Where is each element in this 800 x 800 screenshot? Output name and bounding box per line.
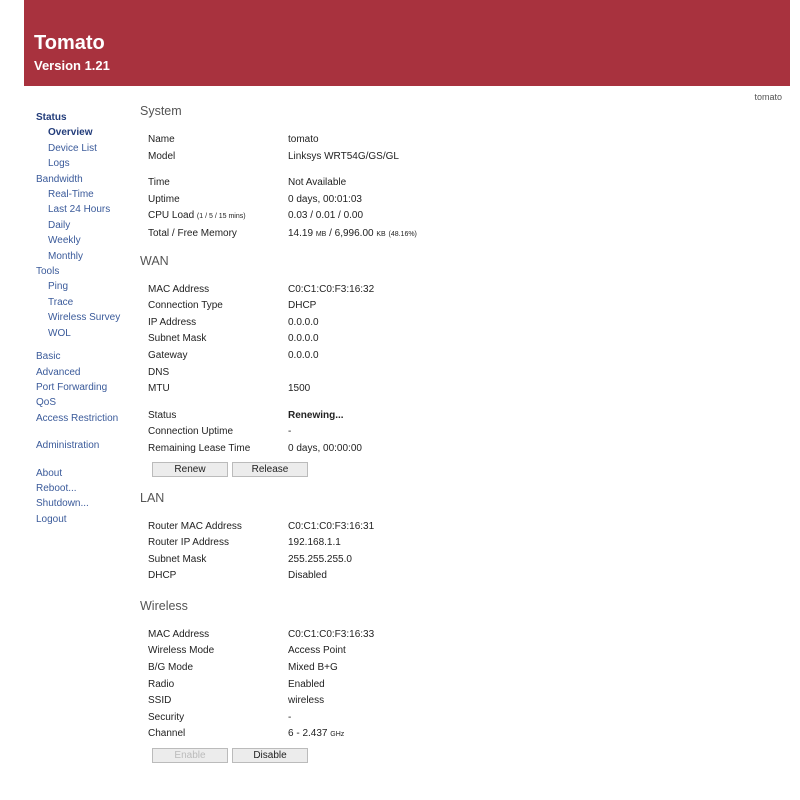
header-bar [24,0,790,86]
nav-last-24-hours[interactable]: Last 24 Hours [48,204,111,216]
wireless-button-row [152,748,780,763]
nav-administration[interactable]: Administration [36,440,100,452]
router-ip-label: Router IP Address [148,537,229,549]
wan-mac-value: C0:C1:C0:F3:16:32 [288,283,375,295]
memory-value [288,226,417,244]
info-row [140,348,780,365]
nav-shutdown[interactable]: Shutdown... [36,498,89,510]
status-value: Renewing... [288,409,344,421]
connection-uptime-label: Connection Uptime [148,426,234,438]
wan-ip-label: IP Address [148,316,197,328]
nav-gap [36,341,146,349]
wan-section [140,254,780,477]
name-label: Name [148,134,175,145]
connection-type-value: DHCP [288,300,317,312]
channel-label: Channel [148,728,186,740]
info-row [140,424,780,441]
mtu-value: 1500 [288,383,311,395]
radio-value: Enabled [288,678,325,690]
info-row [140,643,780,660]
info-row [140,331,780,348]
section-title-system: System [140,104,182,118]
row-spacer [140,398,780,408]
channel-number: 6 - 2.437 [288,728,328,740]
nav-daily[interactable]: Daily [48,219,71,231]
memory-percent: (48.16%) [388,230,417,238]
bg-mode-value: Mixed B+G [288,662,338,674]
info-row [140,132,780,149]
info-row [140,627,780,644]
connection-type-label: Connection Type [148,300,223,312]
nav-advanced[interactable]: Advanced [36,366,81,378]
nav-status[interactable]: Status [36,112,67,123]
dhcp-value: Disabled [288,570,327,582]
uptime-label: Uptime [148,193,180,205]
nav-logout[interactable]: Logout [36,513,67,525]
ssid-value: wireless [288,695,325,707]
nav-wol[interactable]: WOL [48,327,71,339]
nav-tools[interactable]: Tools [36,266,60,278]
info-row [140,315,780,332]
bg-mode-label: B/G Mode [148,662,194,674]
nav-port-forwarding[interactable]: Port Forwarding [36,381,108,393]
connection-uptime-value: - [288,426,292,438]
section-title-lan: LAN [140,490,165,505]
info-row [140,149,780,166]
memory-label: Total / Free Memory [148,227,237,239]
mtu-label: MTU [148,383,170,395]
name-value: tomato [288,134,319,145]
info-row [140,226,780,244]
ssid-label: SSID [148,695,172,707]
nav-device-list[interactable]: Device List [48,142,97,154]
security-value: - [288,711,292,723]
info-row [140,282,780,299]
channel-value [288,726,344,744]
system-section [140,104,780,244]
info-row [140,175,780,192]
lease-time-value: 0 days, 00:00:00 [288,442,362,454]
info-row [140,726,780,744]
cpu-load-subtext: (1 / 5 / 15 mins) [196,213,246,221]
main-content [140,104,780,763]
memory-unit-kb: KB [376,230,386,238]
radio-label: Radio [148,678,175,690]
release-button[interactable]: Release [232,462,308,477]
nav-monthly[interactable]: Monthly [48,250,84,262]
nav-logs[interactable]: Logs [48,158,70,170]
info-row [140,519,780,536]
brand-title: Tomato [34,32,105,54]
nav-weekly[interactable]: Weekly [48,235,81,247]
enable-button[interactable]: Enable [152,748,228,763]
time-value: Not Available [288,177,347,189]
wireless-mode-value: Access Point [288,645,346,657]
memory-unit-mb: MB [315,230,327,238]
nav-gap [36,454,146,466]
wireless-mac-value: C0:C1:C0:F3:16:33 [288,628,375,640]
cpu-load-label-text: CPU Load [148,210,195,222]
channel-unit: GHz [330,731,345,739]
info-row [140,441,780,458]
info-row [140,535,780,552]
info-row [140,710,780,727]
uptime-value: 0 days, 00:01:03 [288,193,362,205]
lan-subnet-value: 255.255.255.0 [288,553,352,565]
wan-subnet-label: Subnet Mask [148,333,207,345]
dns-label: DNS [148,366,170,378]
memory-total: 14.19 [288,227,314,239]
version-label: Version 1.21 [34,58,110,73]
nav-wireless-survey[interactable]: Wireless Survey [48,312,121,324]
nav-qos[interactable]: QoS [36,397,57,409]
security-label: Security [148,711,185,723]
gateway-label: Gateway [148,349,188,361]
nav-real-time[interactable]: Real-Time [48,189,94,201]
wan-mac-label: MAC Address [148,283,210,295]
lan-subnet-label: Subnet Mask [148,553,207,565]
nav-about[interactable]: About [36,467,63,479]
info-row [140,192,780,209]
wireless-mac-label: MAC Address [148,628,210,640]
nav-trace[interactable]: Trace [48,296,74,308]
info-row [140,298,780,315]
router-mac-label: Router MAC Address [148,520,242,532]
wireless-section [140,599,780,763]
gateway-value: 0.0.0.0 [288,349,319,361]
cpu-load-label [140,208,288,226]
info-row [140,568,780,585]
info-row [140,552,780,569]
wireless-mode-label: Wireless Mode [148,645,215,657]
section-title-wan: WAN [140,253,169,268]
info-row [140,381,780,398]
router-ip-value: 192.168.1.1 [288,537,341,549]
info-row [140,677,780,694]
lan-section [140,491,780,585]
wan-button-row [152,462,780,477]
info-row [140,208,780,226]
nav-access-restriction[interactable]: Access Restriction [36,412,119,424]
info-row [140,660,780,677]
wan-ip-value: 0.0.0.0 [288,316,319,328]
nav-ping[interactable]: Ping [48,281,69,293]
hostname-label: tomato [754,92,782,102]
section-title-wireless: Wireless [140,598,188,613]
info-row [140,408,780,425]
renew-button[interactable]: Renew [152,462,228,477]
info-row [140,693,780,710]
cpu-load-value: 0.03 / 0.01 / 0.00 [288,210,364,222]
nav-overview[interactable]: Overview [48,127,93,139]
memory-free: / 6,996.00 [329,227,374,239]
lease-time-label: Remaining Lease Time [148,442,251,454]
nav-basic[interactable]: Basic [36,351,61,363]
router-mac-value: C0:C1:C0:F3:16:31 [288,520,375,532]
time-label: Time [148,177,170,189]
info-row [140,365,780,382]
model-value: Linksys WRT54G/GS/GL [288,150,399,162]
model-label: Model [148,150,176,162]
disable-button[interactable]: Disable [232,748,308,763]
sidebar-nav [36,110,146,527]
row-spacer [140,165,780,175]
nav-reboot[interactable]: Reboot... [36,482,77,494]
status-label: Status [148,409,177,421]
wan-subnet-value: 0.0.0.0 [288,333,319,345]
nav-bandwidth[interactable]: Bandwidth [36,173,83,185]
nav-gap [36,426,146,438]
dhcp-label: DHCP [148,570,177,582]
